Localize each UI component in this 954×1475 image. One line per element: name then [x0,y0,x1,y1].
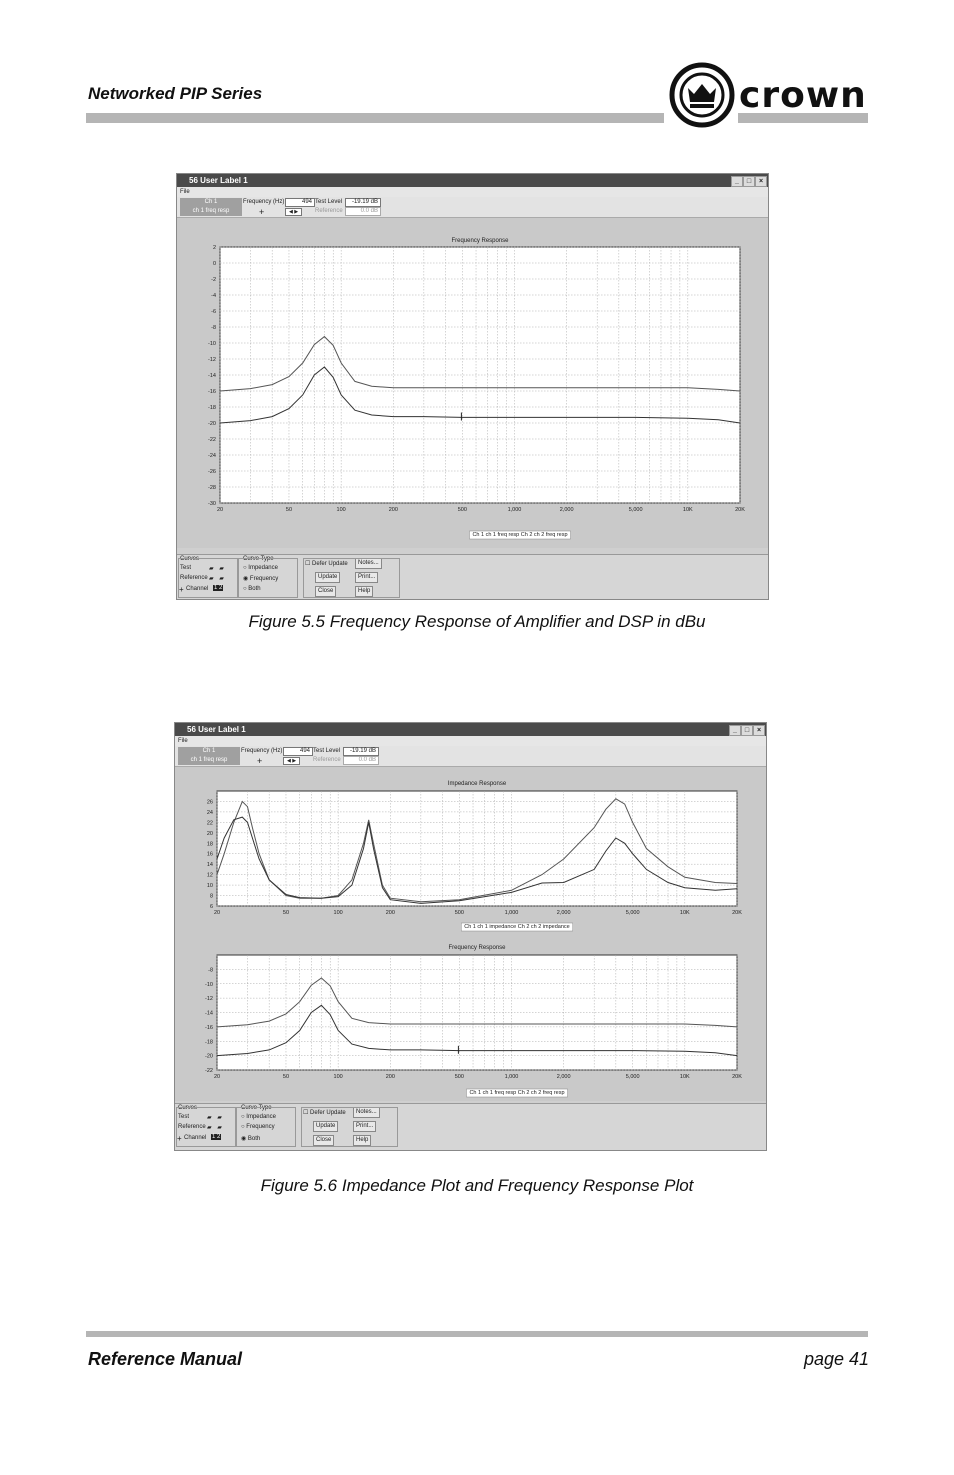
frequency-response-plot [177,218,768,548]
y-tick-label: 0 [212,261,216,267]
update-button[interactable]: Update [315,572,340,583]
control-group-frame [178,558,238,598]
help-button[interactable]: Help [353,1135,371,1146]
header-series-title: Networked PIP Series [88,84,263,103]
x-tick-label: 500 [454,1074,464,1080]
frequency-field[interactable]: 494 [283,747,313,756]
y-tick-label: -14 [208,373,216,379]
footer-page-number: page 41 [804,1349,870,1369]
y-tick-label: 20 [206,830,213,837]
x-tick-label: 50 [285,507,293,513]
crosshair-icon: + [257,756,263,766]
control-group-frame [301,1107,398,1147]
y-tick-label: -24 [208,453,216,459]
test-level-field[interactable]: -19.19 dB [343,747,379,756]
window-titlebar [175,723,766,736]
x-tick-label: 20 [216,507,224,513]
y-tick-label: -16 [208,389,216,395]
channel-toggle-buttons[interactable]: 1 2 [212,1134,221,1140]
print-button[interactable]: Print... [353,1121,376,1132]
legend: Ch 1 ch 1 freq resp Ch 2 ch 2 freq resp [472,532,568,538]
y-tick-label: -4 [211,293,216,299]
frequency-label: Frequency (Hz) [241,748,283,754]
close-button[interactable]: Close [313,1135,334,1146]
test-level-label: Test Level [313,748,341,754]
x-tick-label: 2,000 [556,910,571,916]
y-tick-label: 14 [206,862,213,869]
channel-label: Ch 1 [204,199,218,205]
frequency-stepper[interactable]: ◀ ▶ [283,757,300,765]
x-tick-label: 20K [732,910,742,916]
bottom-panel [175,1103,766,1150]
minimize-button[interactable]: _ [729,725,741,736]
y-tick-label: 8 [209,893,213,900]
x-tick-label: 20 [213,1074,221,1080]
y-tick-label: -10 [205,981,213,988]
reference-label: Reference [315,208,343,214]
window-titlebar [177,174,768,187]
bottom-panel [177,554,768,599]
x-tick-label: 50 [282,1074,290,1080]
x-tick-label: 10K [679,910,690,916]
x-tick-label: 100 [333,1074,343,1080]
control-group-frame [236,1107,296,1147]
plot-background [217,791,737,906]
channel-label: Ch 1 [202,748,216,754]
x-tick-label: 5,000 [628,507,643,513]
y-tick-label: -14 [205,1010,213,1017]
app-window-fig56 [174,722,767,1151]
x-tick-label: 2,000 [559,507,574,513]
x-tick-label: 100 [333,910,343,916]
y-tick-label: -20 [208,421,216,427]
test-row-label: Test [178,1114,190,1120]
figure-5-5-caption: Figure 5.5 Frequency Response of Amplifier and DSP in dBu [248,612,706,631]
y-tick-label: 16 [206,851,213,858]
y-tick-label: -20 [205,1053,213,1060]
x-tick-label: 10K [679,1074,690,1080]
control-group-frame [303,558,400,598]
y-tick-label: -6 [211,309,216,315]
y-tick-label: 6 [209,904,213,910]
crosshair-icon: + [259,207,265,217]
header-rule-left [86,113,664,123]
maximize-button[interactable]: □ [741,725,753,736]
y-tick-label: -8 [211,325,216,331]
y-tick-label: -26 [208,469,216,475]
x-tick-label: 20K [732,1074,742,1080]
legend: Ch 1 ch 1 freq resp Ch 2 ch 2 freq resp [469,1090,565,1096]
y-tick-label: -28 [208,485,216,491]
radio-impedance[interactable]: ○ Impedance [241,1114,276,1120]
brand-wordmark: crown [739,75,867,116]
y-tick-label: -22 [205,1068,213,1074]
y-tick-label: 2 [212,245,216,251]
y-tick-label: -12 [208,357,216,363]
frequency-field[interactable]: 494 [285,198,315,207]
y-tick-label: -16 [205,1024,213,1031]
help-button[interactable]: Help [355,586,373,597]
x-tick-label: 500 [457,507,467,513]
y-tick-label: 22 [206,820,213,827]
y-tick-label: -30 [208,501,216,507]
chart-title: Impedance Response [447,781,507,787]
radio-both[interactable]: ◉ Both [241,1136,261,1142]
close-button[interactable]: Close [315,586,336,597]
test-curve-toggle-icon[interactable]: ▰ ▰ [207,1115,224,1121]
footer-rule [86,1331,868,1337]
test-level-field[interactable]: -19.19 dB [345,198,381,207]
footer-manual-title: Reference Manual [88,1349,243,1369]
x-tick-label: 5,000 [625,1074,640,1080]
maximize-button[interactable]: □ [743,176,755,187]
y-tick-label: 24 [206,809,213,816]
figure-5-6-caption: Figure 5.6 Impedance Plot and Frequency Response Plot [260,1176,694,1195]
reference-field[interactable]: 0.0 dB [345,207,381,216]
crosshair-icon: + [177,1134,182,1143]
test-curve-toggle-icon[interactable]: ▰ ▰ [209,566,226,572]
curves-group-label: Curves [180,556,200,562]
y-tick-label: 10 [206,883,213,890]
reference-curve-toggle-icon[interactable]: ▰ ▰ [207,1125,224,1131]
y-tick-label: -8 [208,967,213,974]
menu-file[interactable]: File [178,738,188,744]
y-tick-label: -18 [208,405,216,411]
x-tick-label: 1,000 [504,910,519,916]
channel-toggle-buttons[interactable]: 1 2 [214,585,223,591]
channel-row-label: Channel [186,586,209,592]
app-window-fig55 [176,173,769,600]
x-tick-label: 200 [388,507,398,513]
reference-row-label: Reference [180,575,208,581]
notes-button[interactable]: Notes... [355,558,382,569]
channel-sub-label: ch 1 freq resp [190,757,228,763]
frequency-stepper[interactable]: ◀ ▶ [285,208,302,216]
window-title: 56 User Label 1 [187,725,246,734]
update-button[interactable]: Update [313,1121,338,1132]
y-tick-label: 12 [206,872,213,879]
close-window-button[interactable]: × [753,725,765,736]
y-tick-label: -18 [205,1039,213,1046]
x-tick-label: 200 [385,910,395,916]
x-tick-label: 500 [454,910,464,916]
control-group-frame [238,558,298,598]
x-tick-label: 2,000 [556,1074,571,1080]
test-row-label: Test [180,565,192,571]
channel-selector[interactable] [178,747,240,765]
reference-field[interactable]: 0.0 dB [343,756,379,765]
close-window-button[interactable]: × [755,176,767,187]
reference-row-label: Reference [178,1124,206,1130]
radio-frequency[interactable]: ○ Frequency [241,1124,275,1130]
defer-update-checkbox[interactable]: ☐ Defer Update [303,1110,346,1116]
impedance-and-frequency-plot [175,767,766,1101]
y-tick-label: -10 [208,341,216,347]
curves-group-label: Curves [178,1105,198,1111]
reference-curve-toggle-icon[interactable]: ▰ ▰ [209,576,226,582]
window-title: 56 User Label 1 [189,176,248,185]
y-tick-label: -22 [208,437,216,443]
toolbar [175,746,766,767]
y-tick-label: -12 [205,996,213,1003]
curve-type-label: Curve Type [241,1105,272,1111]
legend: Ch 1 ch 1 impedance Ch 2 ch 2 impedance [464,924,570,930]
channel-sub-label: ch 1 freq resp [192,208,230,214]
y-tick-label: 26 [206,799,213,806]
x-tick-label: 1,000 [507,507,522,513]
y-tick-label: 18 [206,841,213,848]
defer-update-checkbox[interactable]: ☐ Defer Update [305,561,348,567]
x-tick-label: 20 [213,910,221,916]
x-tick-label: 50 [282,910,290,916]
reference-label: Reference [313,757,341,763]
x-tick-label: 100 [336,507,346,513]
control-group-frame [176,1107,236,1147]
channel-selector[interactable] [180,198,242,216]
chart-title: Frequency Response [448,945,506,951]
print-button[interactable]: Print... [355,572,378,583]
chart-title: Frequency Response [451,238,509,244]
menu-file[interactable]: File [180,189,190,195]
x-tick-label: 200 [385,1074,395,1080]
frequency-label: Frequency (Hz) [243,199,285,205]
crosshair-icon: + [179,585,184,594]
curve-type-label: Curve Type [243,556,274,562]
channel-row-label: Channel [184,1135,207,1141]
x-tick-label: 10K [682,507,693,513]
toolbar [177,197,768,218]
notes-button[interactable]: Notes... [353,1107,380,1118]
radio-both[interactable]: ○ Both [243,586,261,592]
x-tick-label: 20K [735,507,745,513]
test-level-label: Test Level [315,199,343,205]
x-tick-label: 1,000 [504,1074,519,1080]
radio-frequency[interactable]: ◉ Frequency [243,576,279,582]
x-tick-label: 5,000 [625,910,640,916]
radio-impedance[interactable]: ○ Impedance [243,565,278,571]
y-tick-label: -2 [211,277,216,283]
minimize-button[interactable]: _ [731,176,743,187]
crown-logo-icon [666,62,738,128]
